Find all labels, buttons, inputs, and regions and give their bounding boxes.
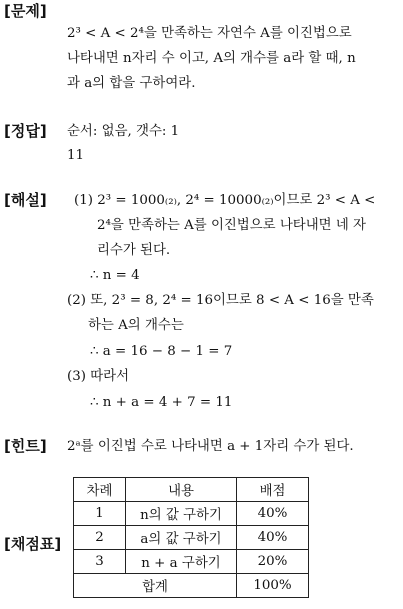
problem-label: [문제] — [4, 2, 47, 20]
hint-line-1: 2ᵃ를 이진법 수로 나타내면 a + 1자리 수가 된다. — [67, 439, 354, 454]
solution-3-line-1: (3) 따라서 — [67, 369, 130, 384]
rubric-cell: 1 — [74, 502, 126, 526]
solution-2-line-1: (2) 또, 2³ = 8, 2⁴ = 16이므로 8 < A < 16을 만족 — [67, 293, 374, 308]
problem-line-2: 나타내면 n자리 수 이고, A의 개수를 a라 할 때, n — [67, 51, 356, 66]
rubric-header-points: 배점 — [237, 478, 309, 502]
answer-label: [정답] — [4, 122, 47, 140]
rubric-cell: n + a 구하기 — [126, 550, 237, 574]
problem-line-1: 2³ < A < 2⁴을 만족하는 자연수 A를 이진법으로 — [67, 26, 352, 41]
rubric-cell: 2 — [74, 526, 126, 550]
rubric-header-order: 차례 — [74, 478, 126, 502]
solution-1-line-4: ∴ n = 4 — [90, 268, 140, 283]
solution-1-line-1: (1) 2³ = 1000₍₂₎, 2⁴ = 10000₍₂₎이므로 2³ < A < — [74, 193, 376, 208]
solution-2-line-2: 하는 A의 개수는 — [88, 318, 184, 333]
table-row — [74, 550, 309, 574]
hint-label: [힌트] — [4, 437, 47, 455]
rubric-cell: 40% — [237, 502, 309, 526]
rubric-total-value: 100% — [237, 574, 309, 598]
rubric-cell: a의 값 구하기 — [126, 526, 237, 550]
problem-line-3: 과 a의 합을 구하여라. — [67, 76, 196, 91]
rubric-header-content: 내용 — [126, 478, 237, 502]
rubric-total-row — [74, 574, 309, 598]
answer-line-2: 11 — [67, 148, 85, 163]
rubric-label: [채점표] — [4, 535, 62, 553]
answer-line-1: 순서: 없음, 갯수: 1 — [67, 124, 180, 139]
table-row — [74, 526, 309, 550]
solution-1-line-3: 리수가 된다. — [97, 243, 171, 258]
solution-label: [해설] — [4, 191, 47, 209]
rubric-header-row — [74, 478, 309, 502]
rubric-table — [73, 477, 309, 598]
rubric-cell: 20% — [237, 550, 309, 574]
rubric-cell: 40% — [237, 526, 309, 550]
rubric-total-label: 합계 — [74, 574, 237, 598]
solution-1-line-2: 2⁴을 만족하는 A를 이진법으로 나타내면 네 자 — [97, 218, 366, 233]
solution-2-line-3: ∴ a = 16 − 8 − 1 = 7 — [90, 344, 233, 359]
rubric-cell: n의 값 구하기 — [126, 502, 237, 526]
table-row — [74, 502, 309, 526]
rubric-cell: 3 — [74, 550, 126, 574]
solution-3-line-2: ∴ n + a = 4 + 7 = 11 — [90, 395, 233, 410]
